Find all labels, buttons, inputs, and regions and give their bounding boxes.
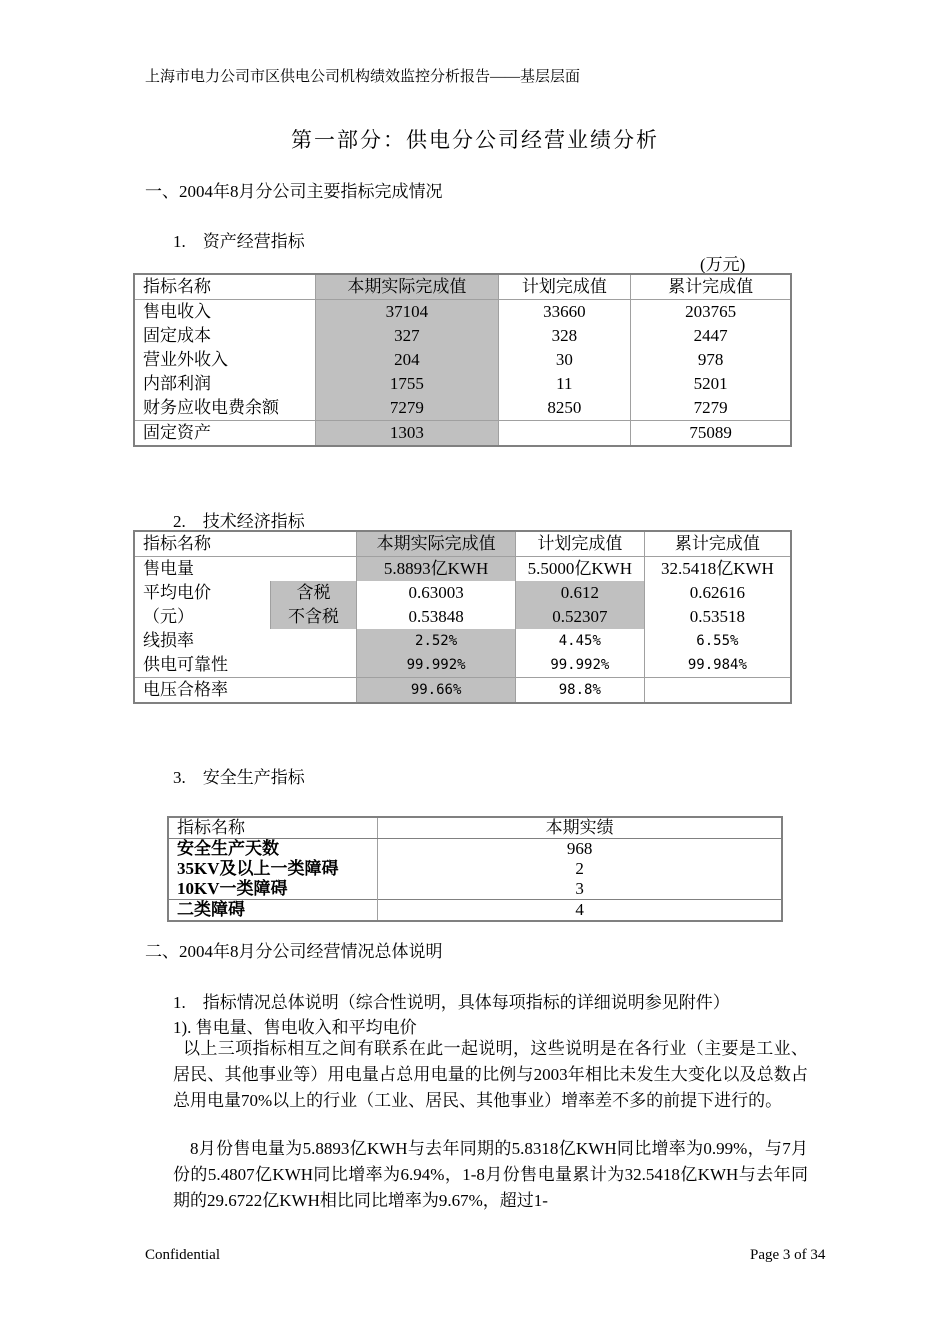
table-row: [134, 396, 791, 421]
row-label: 营业外收入: [143, 350, 228, 369]
actual-value: 1755: [316, 372, 498, 396]
plan-value: 0.612: [515, 581, 644, 605]
section2-heading: 二、2004年8月分公司经营情况总体说明: [145, 942, 443, 961]
section2-sub1-heading: 1. 指标情况总体说明（综合性说明，具体每项指标的详细说明参见附件）: [173, 993, 730, 1012]
table-row: [134, 678, 791, 704]
row-label: 平均电价: [143, 583, 211, 602]
page-header: 上海市电力公司市区供电公司机构绩效监控分析报告——基层层面: [145, 69, 581, 85]
page-title: 第一部分：供电分公司经营业绩分析: [291, 128, 659, 152]
row-label: 售电收入: [143, 302, 211, 321]
col-header: 本期实绩: [378, 817, 782, 839]
row-value: 3: [378, 879, 782, 900]
col-header: 计划完成值: [498, 274, 631, 300]
row-label: 电压合格率: [134, 678, 357, 704]
actual-value: 99.66%: [357, 678, 516, 704]
row-label: 二类障碍: [168, 900, 378, 922]
section1-heading: 一、2004年8月分公司主要指标完成情况: [145, 182, 443, 201]
item1-heading: 1). 售电量、售电收入和平均电价: [173, 1018, 417, 1037]
unit-label: (万元): [700, 255, 746, 274]
cumulative-value: 0.53518: [644, 605, 791, 629]
row-label: 供电可靠性: [143, 655, 228, 674]
footer-page-number: Page 3 of 34: [750, 1247, 826, 1263]
actual-value: 0.63003: [357, 581, 516, 605]
actual-value: 0.53848: [357, 605, 516, 629]
row-value: 2: [378, 859, 782, 879]
footer-confidential: Confidential: [145, 1247, 220, 1263]
table-row: [134, 372, 791, 396]
row-label: 财务应收电费余额: [143, 398, 279, 417]
sub-label: 不含税: [270, 605, 357, 629]
plan-value: 0.52307: [515, 605, 644, 629]
plan-value: 8250: [498, 396, 631, 421]
sub1-heading: 1. 资产经营指标: [173, 232, 305, 251]
table-row: [134, 581, 791, 605]
sub2-heading: 2. 技术经济指标: [173, 512, 305, 531]
row-label: 10KV一类障碍: [177, 879, 288, 898]
table-row: [134, 300, 791, 325]
table-row: [134, 605, 791, 629]
cumulative-value: 203765: [631, 300, 791, 325]
cumulative-value: 75089: [631, 421, 791, 447]
col-header: 累计完成值: [631, 274, 791, 300]
cumulative-value: 0.62616: [644, 581, 791, 605]
plan-value: 33660: [498, 300, 631, 325]
actual-value: 204: [316, 348, 498, 372]
row-label: （元）: [143, 607, 194, 626]
sub-label: 含税: [270, 581, 357, 605]
plan-value: 98.8%: [515, 678, 644, 704]
paragraph-1: 以上三项指标相互之间有联系在此一起说明，这些说明是在各行业（主要是工业、居民、其他事业等）用电量占总用电量的比例与2003年相比未发生大变化以及总数占总用电量70%以上的行业（工业、居民、其他事业）增率差不多的前提下进行的。: [173, 1039, 808, 1110]
col-header: 本期实际完成值: [316, 274, 498, 300]
col-header: 计划完成值: [515, 531, 644, 557]
table-row: [134, 348, 791, 372]
row-label: 安全生产天数: [177, 839, 279, 858]
col-header: 累计完成值: [644, 531, 791, 557]
tech-indicator-table: [133, 530, 792, 704]
cumulative-value: 978: [631, 348, 791, 372]
table-row: [168, 900, 782, 922]
row-value: 4: [378, 900, 782, 922]
actual-value: 37104: [316, 300, 498, 325]
plan-value: 4.45%: [515, 629, 644, 653]
table-row: [134, 421, 791, 447]
col-header: 指标名称: [134, 274, 316, 300]
plan-value: 30: [498, 348, 631, 372]
row-label: 售电量: [143, 559, 194, 578]
actual-value: 1303: [316, 421, 498, 447]
actual-value: 2.52%: [357, 629, 516, 653]
sub3-heading: 3. 安全生产指标: [173, 768, 305, 787]
row-label: 线损率: [143, 631, 194, 650]
col-header: 本期实际完成值: [357, 531, 516, 557]
cumulative-value: 99.984%: [644, 653, 791, 678]
safety-indicator-table: [167, 816, 783, 922]
plan-value: 5.5000亿KWH: [515, 557, 644, 582]
table-row: [134, 653, 791, 678]
actual-value: 327: [316, 324, 498, 348]
cumulative-value: 32.5418亿KWH: [644, 557, 791, 582]
cumulative-value: 5201: [631, 372, 791, 396]
plan-value: 99.992%: [515, 653, 644, 678]
actual-value: 7279: [316, 396, 498, 421]
table-row: [168, 839, 782, 860]
paragraph-2: 8月份售电量为5.8893亿KWH与去年同期的5.8318亿KWH同比增率为0.99%，与7月份的5.4807亿KWH同比增率为6.94%，1-8月份售电量累计为32.5418亿KWH与去年同期的29.6722亿KWH相比同比增率为9.67%，超过1-: [173, 1139, 808, 1210]
cumulative-value: [644, 678, 791, 704]
col-header: 指标名称: [168, 817, 378, 839]
plan-value: [498, 421, 631, 447]
row-label: 内部利润: [143, 374, 211, 393]
cumulative-value: 7279: [631, 396, 791, 421]
table-row: [168, 879, 782, 900]
table-row: [168, 859, 782, 879]
plan-value: 328: [498, 324, 631, 348]
asset-indicator-table: [133, 273, 792, 447]
row-label: 35KV及以上一类障碍: [177, 859, 339, 878]
col-header: 指标名称: [134, 531, 357, 557]
cumulative-value: 2447: [631, 324, 791, 348]
table-row: [134, 324, 791, 348]
row-value: 968: [378, 839, 782, 860]
plan-value: 11: [498, 372, 631, 396]
row-label: 固定资产: [134, 421, 316, 447]
table-row: [134, 629, 791, 653]
table-row: [134, 557, 791, 582]
actual-value: 5.8893亿KWH: [357, 557, 516, 582]
cumulative-value: 6.55%: [644, 629, 791, 653]
row-label: 固定成本: [143, 326, 211, 345]
actual-value: 99.992%: [357, 653, 516, 678]
